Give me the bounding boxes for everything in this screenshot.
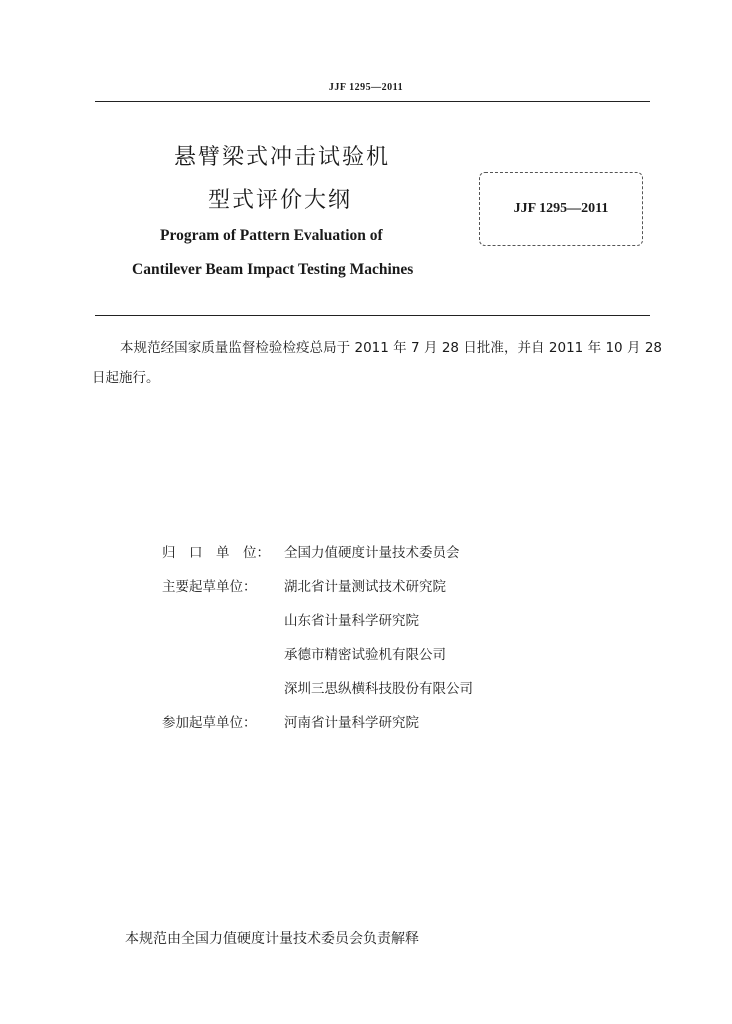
header-rule	[95, 101, 650, 102]
title-cn-line1: 悬臂梁式冲击试验机	[174, 145, 391, 170]
code-box	[479, 172, 643, 246]
title-bottom-rule	[95, 315, 650, 316]
drafting-unit-2: 山东省计量科学研究院	[284, 613, 419, 629]
participating-unit-value: 河南省计量科学研究院	[284, 715, 419, 731]
interpretation-note: 本规范由全国力值硬度计量技术委员会负责解释	[125, 931, 419, 947]
drafting-unit-label: 主要起草单位：	[162, 579, 257, 595]
header-code: JJF 1295—2011	[328, 82, 404, 93]
title-cn-line2: 型式评价大纲	[208, 188, 353, 213]
title-en-line1: Program of Pattern Evaluation of	[160, 227, 383, 244]
drafting-unit-1: 湖北省计量测试技术研究院	[284, 579, 446, 595]
responsible-unit-label: 归 口 单 位：	[162, 545, 270, 561]
drafting-unit-3: 承德市精密试验机有限公司	[284, 647, 446, 663]
approval-statement: 本规范经国家质量监督检验检疫总局于 2011 年 7 月 28 日批准，并自 2011 年 10 月 28 日起施行。	[92, 340, 662, 386]
title-en-line2: Cantilever Beam Impact Testing Machines	[132, 261, 414, 278]
participating-unit-label: 参加起草单位：	[162, 715, 257, 731]
drafting-unit-4: 深圳三思纵横科技股份有限公司	[284, 681, 473, 697]
responsible-unit-value: 全国力值硬度计量技术委员会	[284, 545, 460, 561]
code-box-text: JJF 1295—2011	[513, 201, 609, 216]
